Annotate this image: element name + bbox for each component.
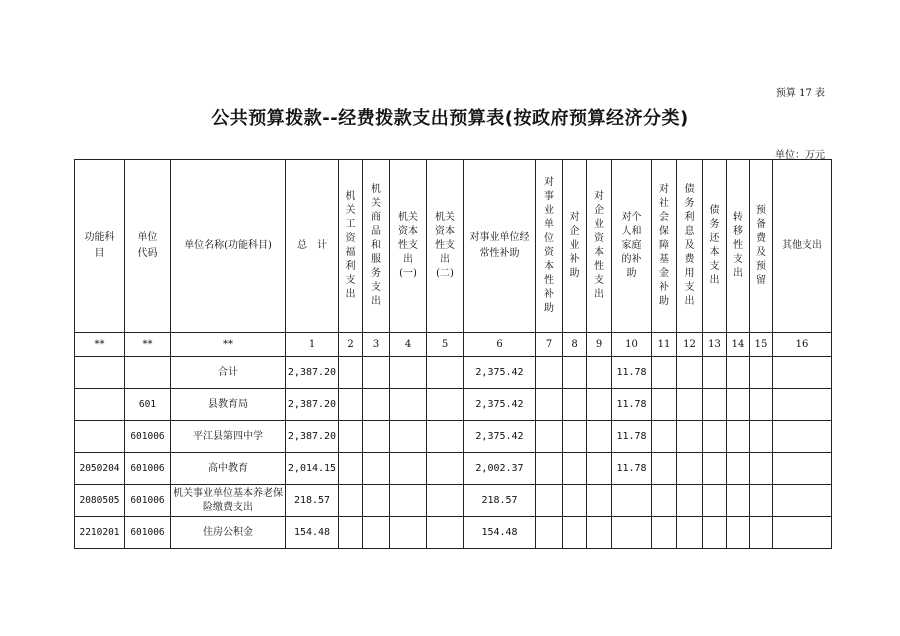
index-cell: 15 xyxy=(750,333,773,357)
header-col-4: 机关资本性支出(二) xyxy=(427,160,464,333)
index-cell: 11 xyxy=(652,333,677,357)
page-title: 公共预算拨款--经费拨款支出预算表(按政府预算经济分类) xyxy=(211,108,689,129)
header-col-14: 预备费及预留 xyxy=(750,160,773,333)
header-total: 总 计 xyxy=(286,160,339,333)
total-cell: 2,387.20 xyxy=(286,389,339,421)
table-row-total xyxy=(75,357,832,389)
index-cell: 9 xyxy=(587,333,612,357)
index-cell: 16 xyxy=(773,333,832,357)
col9-cell: 11.78 xyxy=(612,389,652,421)
col9-cell: 11.78 xyxy=(612,453,652,485)
unit-code-cell: 601006 xyxy=(125,421,171,453)
header-col-5: 对事业单位经常性补助 xyxy=(464,160,536,333)
index-row xyxy=(75,333,832,357)
budget-table xyxy=(74,159,832,549)
unit-name-cell: 县教育局 xyxy=(171,389,286,421)
index-cell: 14 xyxy=(727,333,750,357)
col5-cell: 2,002.37 xyxy=(464,453,536,485)
unit-name-cell: 机关事业单位基本养老保险缴费支出 xyxy=(171,485,286,517)
header-col-15: 其他支出 xyxy=(773,160,832,333)
col5-cell: 2,375.42 xyxy=(464,357,536,389)
col9-cell: 11.78 xyxy=(612,357,652,389)
unit-code-cell: 601006 xyxy=(125,453,171,485)
index-cell: 8 xyxy=(563,333,587,357)
index-cell: 2 xyxy=(339,333,363,357)
func-subject-cell xyxy=(75,389,125,421)
header-row xyxy=(75,160,832,333)
index-cell: 10 xyxy=(612,333,652,357)
unit-code-cell: 601006 xyxy=(125,517,171,549)
page-label: 预算 17 表 xyxy=(775,88,825,99)
header-unit-code: 单位代码 xyxy=(125,160,171,333)
col5-cell: 218.57 xyxy=(464,485,536,517)
index-cell: 13 xyxy=(703,333,727,357)
header-func-subject: 功能科目 xyxy=(75,160,125,333)
col5-cell: 2,375.42 xyxy=(464,389,536,421)
func-subject-cell: 2050204 xyxy=(75,453,125,485)
col9-cell: 11.78 xyxy=(612,421,652,453)
total-cell: 2,387.20 xyxy=(286,357,339,389)
header-col-8: 对企业资本性支出 xyxy=(587,160,612,333)
func-subject-cell: 2080505 xyxy=(75,485,125,517)
table-row xyxy=(75,485,832,517)
table-row-department xyxy=(75,389,832,421)
total-cell: 154.48 xyxy=(286,517,339,549)
header-col-13: 转移性支出 xyxy=(727,160,750,333)
header-col-11: 债务利息及费用支出 xyxy=(677,160,703,333)
header-unit-name: 单位名称(功能科目) xyxy=(171,160,286,333)
table-row xyxy=(75,453,832,485)
total-cell: 218.57 xyxy=(286,485,339,517)
unit-name-cell: 合计 xyxy=(171,357,286,389)
index-cell: ** xyxy=(171,333,286,357)
header-col-2: 机关商品和服务支出 xyxy=(363,160,390,333)
index-cell: ** xyxy=(125,333,171,357)
func-subject-cell xyxy=(75,357,125,389)
unit-code-cell: 601006 xyxy=(125,485,171,517)
index-cell: 5 xyxy=(427,333,464,357)
header-col-7: 对企业补助 xyxy=(563,160,587,333)
col9-cell xyxy=(612,485,652,517)
col5-cell: 2,375.42 xyxy=(464,421,536,453)
header-col-12: 债务还本支出 xyxy=(703,160,727,333)
index-cell: 1 xyxy=(286,333,339,357)
col5-cell: 154.48 xyxy=(464,517,536,549)
header-col-10: 对社会保障基金补助 xyxy=(652,160,677,333)
header-col-1: 机关工资福利支出 xyxy=(339,160,363,333)
total-cell: 2,387.20 xyxy=(286,421,339,453)
table-row-unit xyxy=(75,421,832,453)
unit-name-cell: 高中教育 xyxy=(171,453,286,485)
index-cell: 4 xyxy=(390,333,427,357)
col9-cell xyxy=(612,517,652,549)
unit-code-cell xyxy=(125,357,171,389)
header-col-9: 对个人和家庭的补助 xyxy=(612,160,652,333)
func-subject-cell: 2210201 xyxy=(75,517,125,549)
unit-code-cell: 601 xyxy=(125,389,171,421)
unit-name-cell: 住房公积金 xyxy=(171,517,286,549)
index-cell: 12 xyxy=(677,333,703,357)
func-subject-cell xyxy=(75,421,125,453)
header-col-3: 机关资本性支出(一) xyxy=(390,160,427,333)
header-col-6: 对事业单位资本性补助 xyxy=(536,160,563,333)
index-cell: ** xyxy=(75,333,125,357)
index-cell: 3 xyxy=(363,333,390,357)
index-cell: 7 xyxy=(536,333,563,357)
index-cell: 6 xyxy=(464,333,536,357)
unit-label: 单位：万元 xyxy=(775,150,825,161)
total-cell: 2,014.15 xyxy=(286,453,339,485)
table-row xyxy=(75,517,832,549)
unit-name-cell: 平江县第四中学 xyxy=(171,421,286,453)
